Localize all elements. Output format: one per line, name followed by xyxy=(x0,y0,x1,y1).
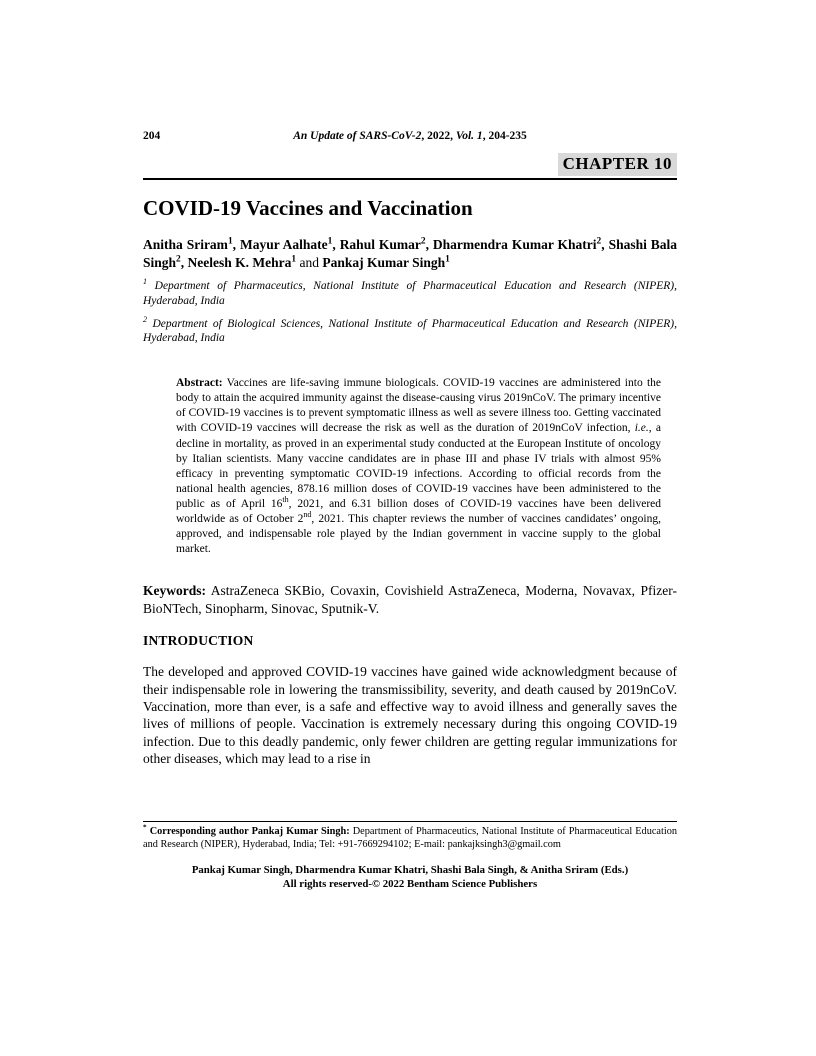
running-title: An Update of SARS-CoV-2, 2022, Vol. 1, 204-235 xyxy=(293,130,527,142)
chapter-title: COVID-19 Vaccines and Vaccination xyxy=(143,196,473,220)
page-footer xyxy=(143,821,677,891)
section-heading-introduction: INTRODUCTION xyxy=(143,633,254,649)
imprint xyxy=(143,864,677,891)
editors-line: Pankaj Kumar Singh, Dharmendra Kumar Khatri, Shashi Bala Singh, & Anitha Sriram (Eds.) xyxy=(191,864,629,876)
affiliation-1-text: Department of Pharmaceutics, National Institute of Pharmaceutical Education and Research (NIPER), Hyderabad, India xyxy=(143,280,678,307)
affiliation-1 xyxy=(143,279,677,309)
header-rule xyxy=(143,178,677,180)
author-list: Anitha Sriram$^1$, Mayur Aalhate$^1$, Rahul Kumar$^2$, Dharmendra Kumar Khatri$^2$, Shashi Bala Singh$^2$, Neelesh K. Mehra$^1$ and Pankaj Kumar Singh$^1$ xyxy=(143,236,678,270)
running-header xyxy=(143,130,677,142)
affiliation-2-text: Department of Biological Sciences, National Institute of Pharmaceutical Education and Research (NIPER), Hyderabad, India xyxy=(143,317,677,345)
affiliation-1-marker: 1 xyxy=(143,277,147,287)
rights-line: All rights reserved-© 2022 Bentham Science Publishers xyxy=(282,877,538,890)
footnote-rule xyxy=(143,821,677,822)
introduction-paragraph: The developed and approved COVID-19 vaccines have gained wide acknowledgment because of their indispensable role in lowering the transmissibility, severity, and death caused by 2019nCoV. Vaccination, more than ever, is a safe and effective way to avoid illness and generally saves the lives of millions of people. Vaccination is extremely necessary during this ongoing COVID-19 infection. Due to this deadly pandemic, only fewer children are getting regular immunizations for other diseases, which may lead to a rise in xyxy=(143,664,677,766)
page-content xyxy=(143,130,677,767)
affiliation-2-marker: 2 xyxy=(143,314,147,324)
abstract: Abstract: Vaccines are life-saving immune biologicals. COVID-19 vaccines are administered into the body to attain the acquired immunity against the disease-causing virus 2019nCoV. The primary incentive of COVID-19 vaccines is to prevent symptomatic illness as well as severe illness too. Getting vaccinated with COVID-19 vaccines will decrease the risk as well as the duration of 2019nCoV infection, i.e., a decline in mortality, as proved in an experimental study conducted at the European Institute of oncology by Italian scientists. Many vaccine candidates are in phase III and phase IV trials with almost 95% efficacy in preventing symptomatic COVID-19 infections. According to official records from the national health agencies, 878.16 million doses of COVID-19 vaccines have been administered to the public as of April 16th, 2021, and 6.31 billion doses of COVID-19 vaccines have been delivered worldwide as of October 2nd, 2021. This chapter reviews the number of vaccines candidates’ ongoing, approved, and indispensable role played by the Indian government in vaccine supply to the global market. xyxy=(176,377,661,556)
chapter-label: CHAPTER 10 xyxy=(558,153,677,176)
chapter-row xyxy=(143,153,677,176)
page-number: 204 xyxy=(143,130,161,142)
corresponding-author-footnote: * Corresponding author Pankaj Kumar Singh: Department of Pharmaceutics, National Institute of Pharmaceutical Education and Research (NIPER), Hyderabad, India; Tel: +91-7669294102; E-mail: pankajksingh3@gmail.com xyxy=(143,823,677,850)
keywords: Keywords: AstraZeneca SKBio, Covaxin, Covishield AstraZeneca, Moderna, Novavax, Pfizer-BioNTech, Sinopharm, Sinovac, Sputnik-V. xyxy=(143,583,677,616)
affiliation-2 xyxy=(143,314,677,347)
